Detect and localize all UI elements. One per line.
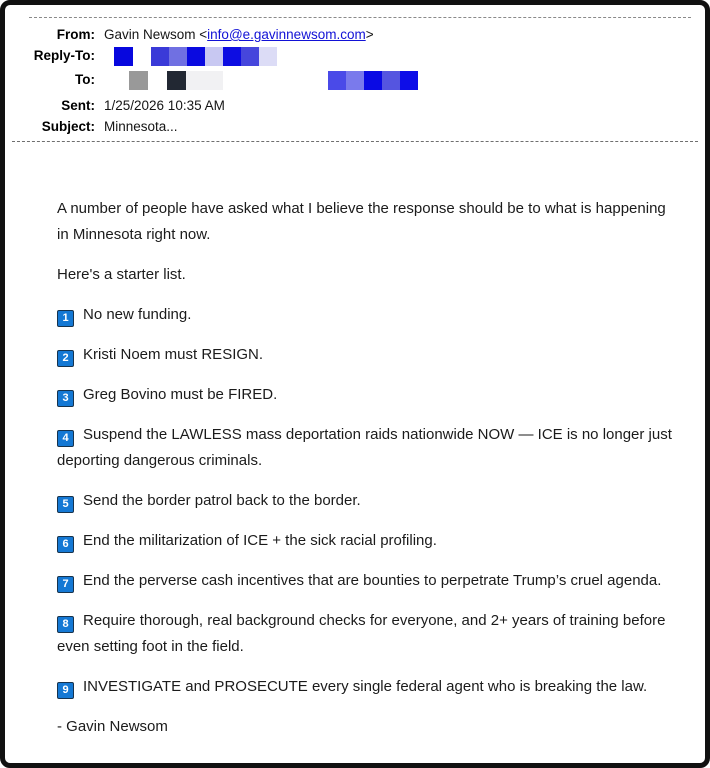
list-item-8 [57, 608, 681, 660]
replyto-redaction-strip [114, 47, 277, 66]
item-number-badge: 6 [57, 536, 74, 553]
subject-label: Subject: [41, 119, 95, 134]
to-label: To: [75, 72, 95, 87]
list-item-3 [57, 382, 681, 408]
item-text: Kristi Noem must RESIGN. [83, 346, 264, 363]
redaction-block [364, 71, 382, 90]
redaction-gap [223, 71, 328, 90]
email-header [5, 5, 705, 142]
starter-list-paragraph: Here's a starter list. [57, 266, 186, 283]
item-number-badge: 3 [57, 390, 74, 407]
list-item-6 [57, 528, 681, 554]
replyto-value [104, 47, 277, 66]
redaction-block [346, 71, 364, 90]
list-item-2 [57, 342, 681, 368]
item-text: Suspend the LAWLESS mass deportation raids nationwide NOW — ICE is no longer just deporting dangerous criminals. [57, 426, 672, 469]
to-redaction-strip [129, 71, 418, 90]
redaction-block [151, 47, 169, 66]
item-text: No new funding. [83, 306, 192, 323]
redaction-block [223, 47, 241, 66]
item-text: INVESTIGATE and PROSECUTE every single federal agent who is breaking the law. [83, 678, 648, 695]
redaction-gap [133, 47, 151, 66]
item-number-badge: 4 [57, 430, 74, 447]
item-number-badge: 7 [57, 576, 74, 593]
sender-name: Gavin Newsom < [104, 27, 208, 42]
redaction-block [382, 71, 400, 90]
list-item-1 [57, 302, 681, 328]
sent-value: 1/25/2026 10:35 AM [104, 98, 225, 113]
sent-label: Sent: [61, 98, 95, 113]
item-number-badge: 8 [57, 616, 74, 633]
redaction-block [186, 71, 223, 90]
redaction-block [400, 71, 418, 90]
list-item-9 [57, 674, 681, 700]
item-text: End the militarization of ICE + the sick racial profiling. [83, 532, 437, 549]
redaction-block [241, 47, 259, 66]
list-item-4 [57, 422, 681, 474]
item-text: Greg Bovino must be FIRED. [83, 386, 278, 403]
intro-paragraph: A number of people have asked what I believe the response should be to what is happening in Minnesota right now. [57, 200, 666, 243]
redaction-block [259, 47, 277, 66]
signoff: - Gavin Newsom [57, 718, 168, 735]
redaction-block [169, 47, 187, 66]
item-number-badge: 5 [57, 496, 74, 513]
redaction-block [129, 71, 148, 90]
redaction-block [114, 47, 133, 66]
item-number-badge: 2 [57, 350, 74, 367]
redaction-block [328, 71, 346, 90]
list-item-7 [57, 568, 681, 594]
header-top-divider [29, 17, 691, 18]
header-row-to [5, 71, 705, 90]
replyto-label: Reply-To: [33, 48, 95, 63]
redaction-block [167, 71, 186, 90]
redaction-gap [148, 71, 167, 90]
from-label: From: [56, 27, 95, 42]
item-text: End the perverse cash incentives that are bounties to perpetrate Trump’s cruel agenda. [83, 572, 662, 589]
header-row-sent [5, 97, 705, 114]
email-body [5, 142, 705, 740]
item-number-badge: 9 [57, 682, 74, 699]
header-row-subject [5, 118, 705, 135]
item-number-badge: 1 [57, 310, 74, 327]
sender-email-link[interactable]: info@e.gavinnewsom.com [207, 27, 366, 42]
item-text: Require thorough, real background checks for everyone, and 2+ years of training before even setting foot in the field. [57, 612, 666, 655]
subject-value: Minnesota... [104, 119, 178, 134]
redaction-block [187, 47, 205, 66]
list-item-5 [57, 488, 681, 514]
item-text: Send the border patrol back to the border. [83, 492, 361, 509]
to-value [104, 71, 418, 90]
sender-suffix: > [365, 27, 374, 42]
header-row-from [5, 26, 705, 43]
from-value [104, 26, 374, 43]
redaction-block [205, 47, 223, 66]
header-row-replyto [5, 47, 705, 66]
